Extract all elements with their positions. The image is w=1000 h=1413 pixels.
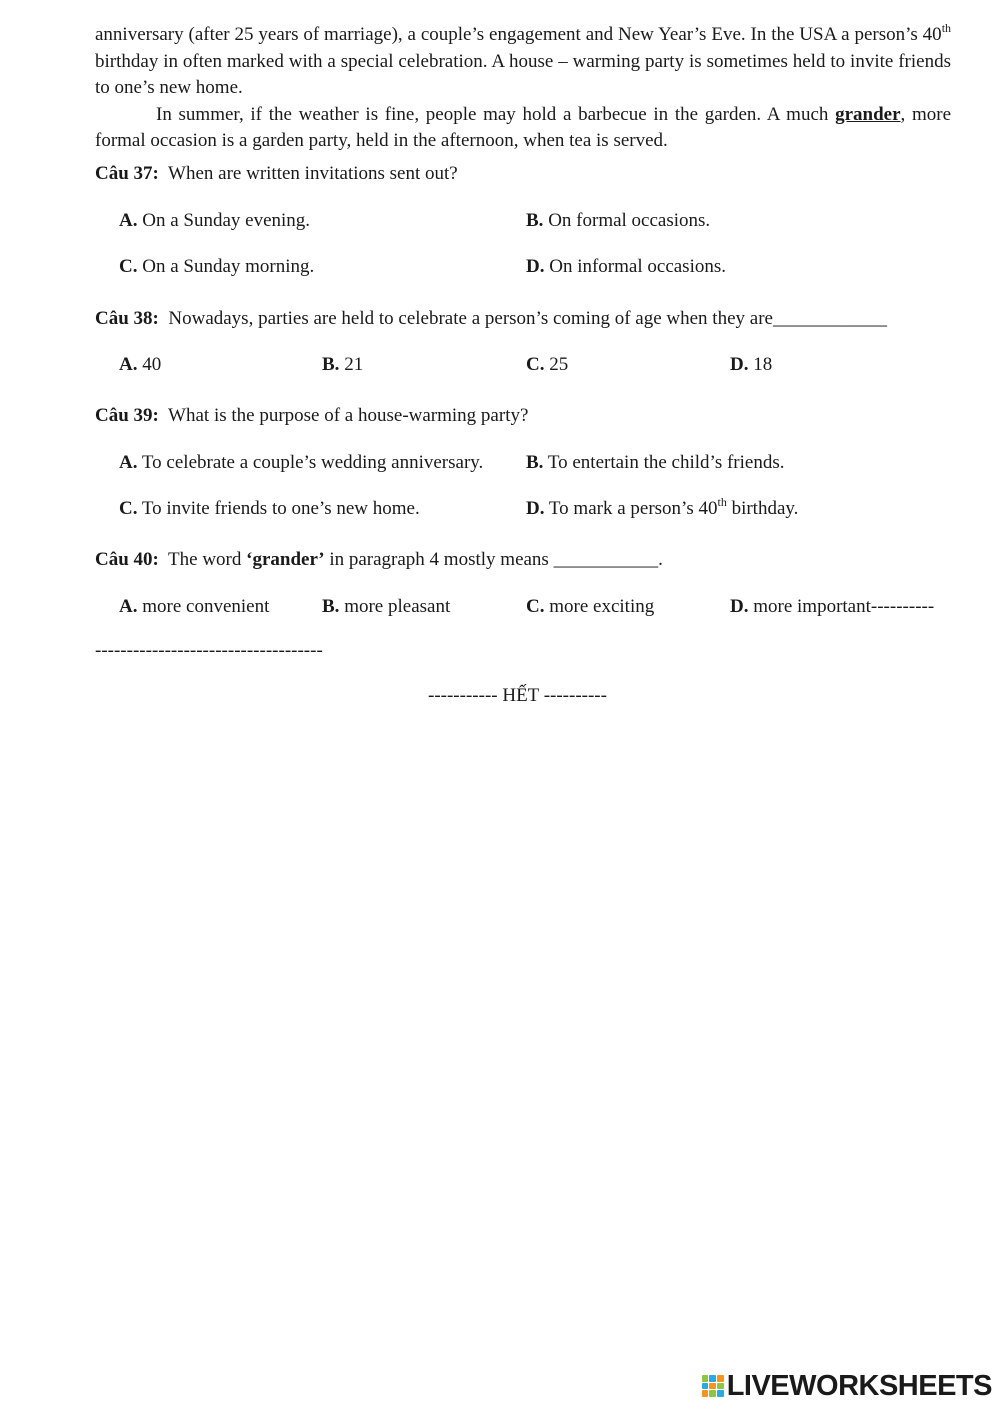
q39-option-d[interactable]: D. To mark a person’s 40th birthday.	[526, 495, 799, 519]
question-39	[95, 403, 528, 429]
passage-line: more formal occasion is a garden party, held in the afternoon, when tea is served.	[95, 103, 952, 151]
q38-option-b[interactable]: B. 21	[322, 354, 364, 375]
q39-option-c[interactable]: C. To invite friends to one’s new home.	[119, 498, 420, 519]
q40-option-c[interactable]: C. more exciting	[526, 596, 655, 617]
watermark-text: LIVEWORKSHEETS	[726, 1369, 992, 1402]
worksheet-page	[95, 21, 952, 706]
q39-option-b[interactable]: B. To entertain the child’s friends.	[526, 452, 785, 473]
trailing-dashes: ------------------------------------	[95, 640, 323, 661]
q38-option-c[interactable]: C. 25	[526, 354, 569, 375]
question-38	[95, 306, 887, 332]
q37-option-d[interactable]: D. On informal occasions.	[526, 256, 726, 277]
ordinal-superscript: th	[941, 21, 952, 35]
q40-option-b[interactable]: B. more pleasant	[322, 596, 451, 617]
liveworksheets-watermark	[702, 1371, 992, 1401]
passage-line: held to invite friends to one’s new home.	[95, 50, 951, 98]
question-keyword: ‘grander’	[246, 549, 325, 570]
question-label: Câu 40:	[95, 549, 159, 570]
passage-paragraph-4	[95, 102, 951, 155]
q40-option-d[interactable]: D. more important----------	[730, 596, 935, 617]
liveworksheets-logo-icon	[702, 1375, 724, 1397]
question-label: Câu 38:	[95, 308, 159, 329]
q38-option-d[interactable]: D. 18	[730, 354, 773, 375]
question-label: Câu 37:	[95, 163, 159, 184]
underlined-word: grander	[835, 103, 901, 125]
question-label: Câu 39:	[95, 405, 159, 426]
passage-punctuation: ,	[900, 103, 906, 125]
ordinal-superscript: th	[717, 495, 727, 509]
passage-line: birthday in often marked with a special celebration. A house – warming party is sometimes	[95, 50, 788, 72]
question-text: The word	[168, 549, 247, 570]
question-text: What is the purpose of a house-warming party?	[168, 405, 529, 426]
question-text: in paragraph 4 mostly means ___________.	[324, 549, 663, 570]
q37-option-a[interactable]: A. On a Sunday evening.	[119, 210, 311, 231]
question-37	[95, 161, 458, 187]
passage-paragraph-3	[95, 22, 951, 102]
q37-option-b[interactable]: B. On formal occasions.	[526, 210, 711, 231]
q38-option-a[interactable]: A. 40	[119, 354, 162, 375]
passage-line: In summer, if the weather is fine, people may hold a barbecue in the garden. A much	[156, 103, 836, 125]
question-40	[95, 547, 663, 573]
passage-line: anniversary (after 25 years of marriage), a couple’s engagement and New Year’s Eve. In the USA a	[95, 24, 850, 45]
q40-option-a[interactable]: A. more convenient	[119, 596, 270, 617]
passage-line: person’s 40	[854, 24, 942, 45]
question-text: When are written invitations sent out?	[168, 163, 458, 184]
q39-option-a[interactable]: A. To celebrate a couple’s wedding anniversary.	[119, 452, 484, 473]
q37-option-c[interactable]: C. On a Sunday morning.	[119, 256, 315, 277]
end-marker: ----------- HẾT ----------	[428, 685, 607, 706]
question-text: Nowadays, parties are held to celebrate a person’s coming of age when they are____________	[168, 308, 887, 329]
